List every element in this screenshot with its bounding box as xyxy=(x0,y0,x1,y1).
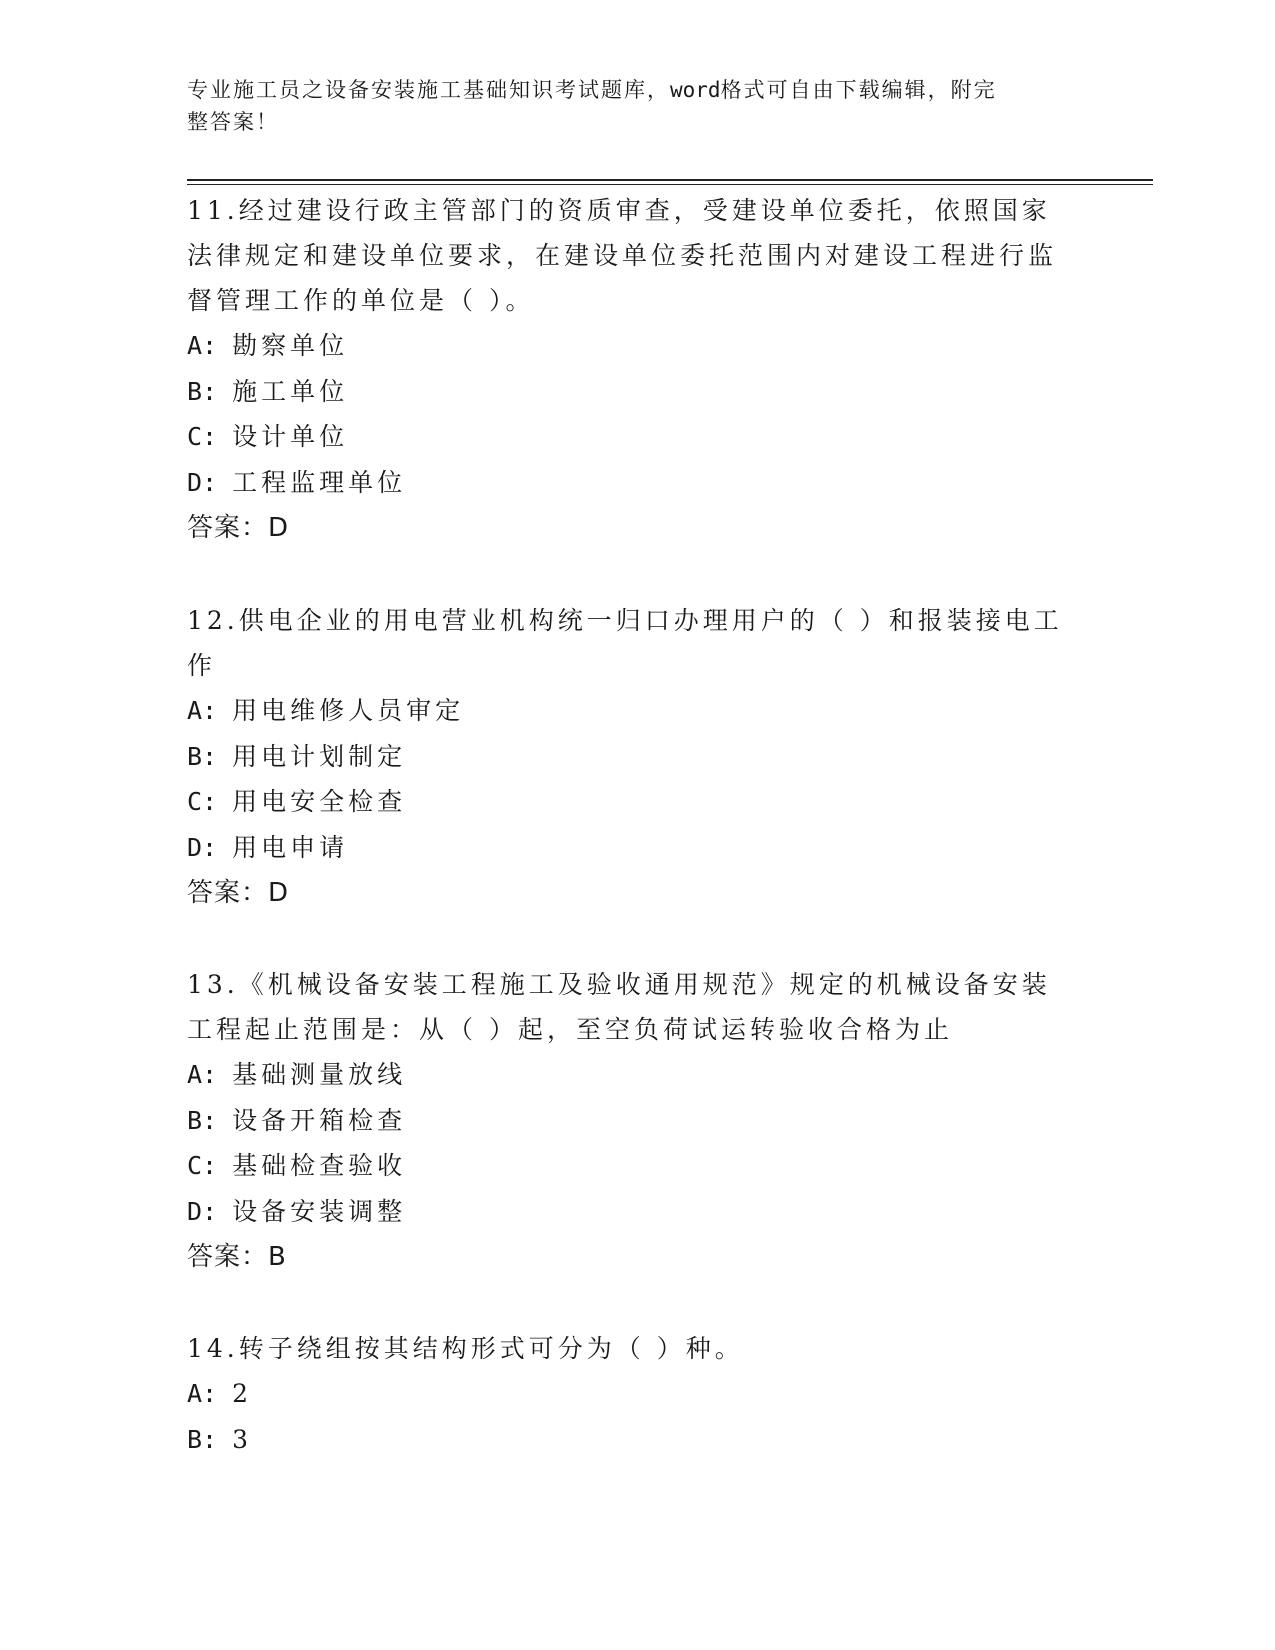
option-text: 勘察单位 xyxy=(232,331,349,360)
option-letter: D: xyxy=(187,832,233,862)
answer-line: 答案：D xyxy=(187,513,290,543)
option-letter: B: xyxy=(187,1424,233,1454)
question-14 xyxy=(187,1326,1067,1462)
option-letter: A: xyxy=(187,696,233,725)
question-stem: 14.转子绕组按其结构形式可分为（ ）种。 xyxy=(187,1334,744,1363)
option-letter: C: xyxy=(187,787,233,816)
option-text: 用电申请 xyxy=(232,832,349,862)
header-text-latin: word xyxy=(670,78,721,102)
option-letter: B: xyxy=(187,1105,233,1135)
option-c xyxy=(187,1143,1067,1189)
answer-line: 答案：B xyxy=(187,1242,287,1272)
option-letter: A: xyxy=(187,1060,233,1089)
answer-line: 答案：D xyxy=(187,878,290,908)
header-text-pre: 专业施工员之设备安装施工基础知识考试题库， xyxy=(187,78,670,102)
header-line-2: 整答案！ xyxy=(187,110,279,134)
option-letter: B: xyxy=(187,376,233,406)
option-text: 用电计划制定 xyxy=(232,741,407,771)
option-text: 施工单位 xyxy=(232,376,349,406)
option-letter: A: xyxy=(187,331,233,360)
option-text: 设备开箱检查 xyxy=(232,1105,407,1135)
question-stem: 11.经过建设行政主管部门的资质审查，受建设单位委托，依照国家法律规定和建设单位要求，在建设单位委托范围内对建设工程进行监督管理工作的单位是（ ）。 xyxy=(187,196,1058,315)
option-a xyxy=(187,1371,1067,1417)
option-letter: C: xyxy=(187,422,233,451)
question-11 xyxy=(187,188,1067,551)
option-b xyxy=(187,1098,1067,1144)
option-text: 基础检查验收 xyxy=(232,1151,407,1180)
option-c xyxy=(187,414,1067,460)
header-divider-thin xyxy=(187,184,1153,185)
option-b xyxy=(187,369,1067,415)
option-letter: C: xyxy=(187,1151,233,1180)
option-d xyxy=(187,1189,1067,1235)
option-text: 用电维修人员审定 xyxy=(232,696,465,725)
option-a xyxy=(187,688,1067,734)
option-a xyxy=(187,323,1067,369)
option-letter: D: xyxy=(187,467,233,497)
option-a xyxy=(187,1052,1067,1098)
document-header xyxy=(187,74,1057,138)
header-text-post: 格式可自由下载编辑，附完 xyxy=(720,78,997,102)
option-text: 设备安装调整 xyxy=(232,1196,407,1226)
option-b xyxy=(187,734,1067,780)
option-letter: D: xyxy=(187,1196,233,1226)
header-line-1 xyxy=(187,74,1057,106)
option-b xyxy=(187,1417,1067,1463)
option-d xyxy=(187,460,1067,506)
header-divider-thick xyxy=(187,179,1153,181)
option-letter: A: xyxy=(187,1379,233,1408)
question-stem: 12.供电企业的用电营业机构统一归口办理用户的（ ）和报装接电工作 xyxy=(187,606,1063,680)
option-text: 基础测量放线 xyxy=(232,1060,407,1089)
question-13 xyxy=(187,962,1067,1280)
question-stem: 13.《机械设备安装工程施工及验收通用规范》规定的机械设备安装工程起止范围是：从（ ）起，至空负荷试运转验收合格为止 xyxy=(187,970,1051,1044)
option-d xyxy=(187,825,1067,871)
option-text: 2 xyxy=(232,1379,253,1408)
option-letter: B: xyxy=(187,741,233,771)
option-c xyxy=(187,779,1067,825)
option-text: 工程监理单位 xyxy=(232,467,407,497)
option-text: 设计单位 xyxy=(232,422,349,451)
question-12 xyxy=(187,598,1067,916)
option-text: 3 xyxy=(232,1424,253,1454)
option-text: 用电安全检查 xyxy=(232,787,407,816)
